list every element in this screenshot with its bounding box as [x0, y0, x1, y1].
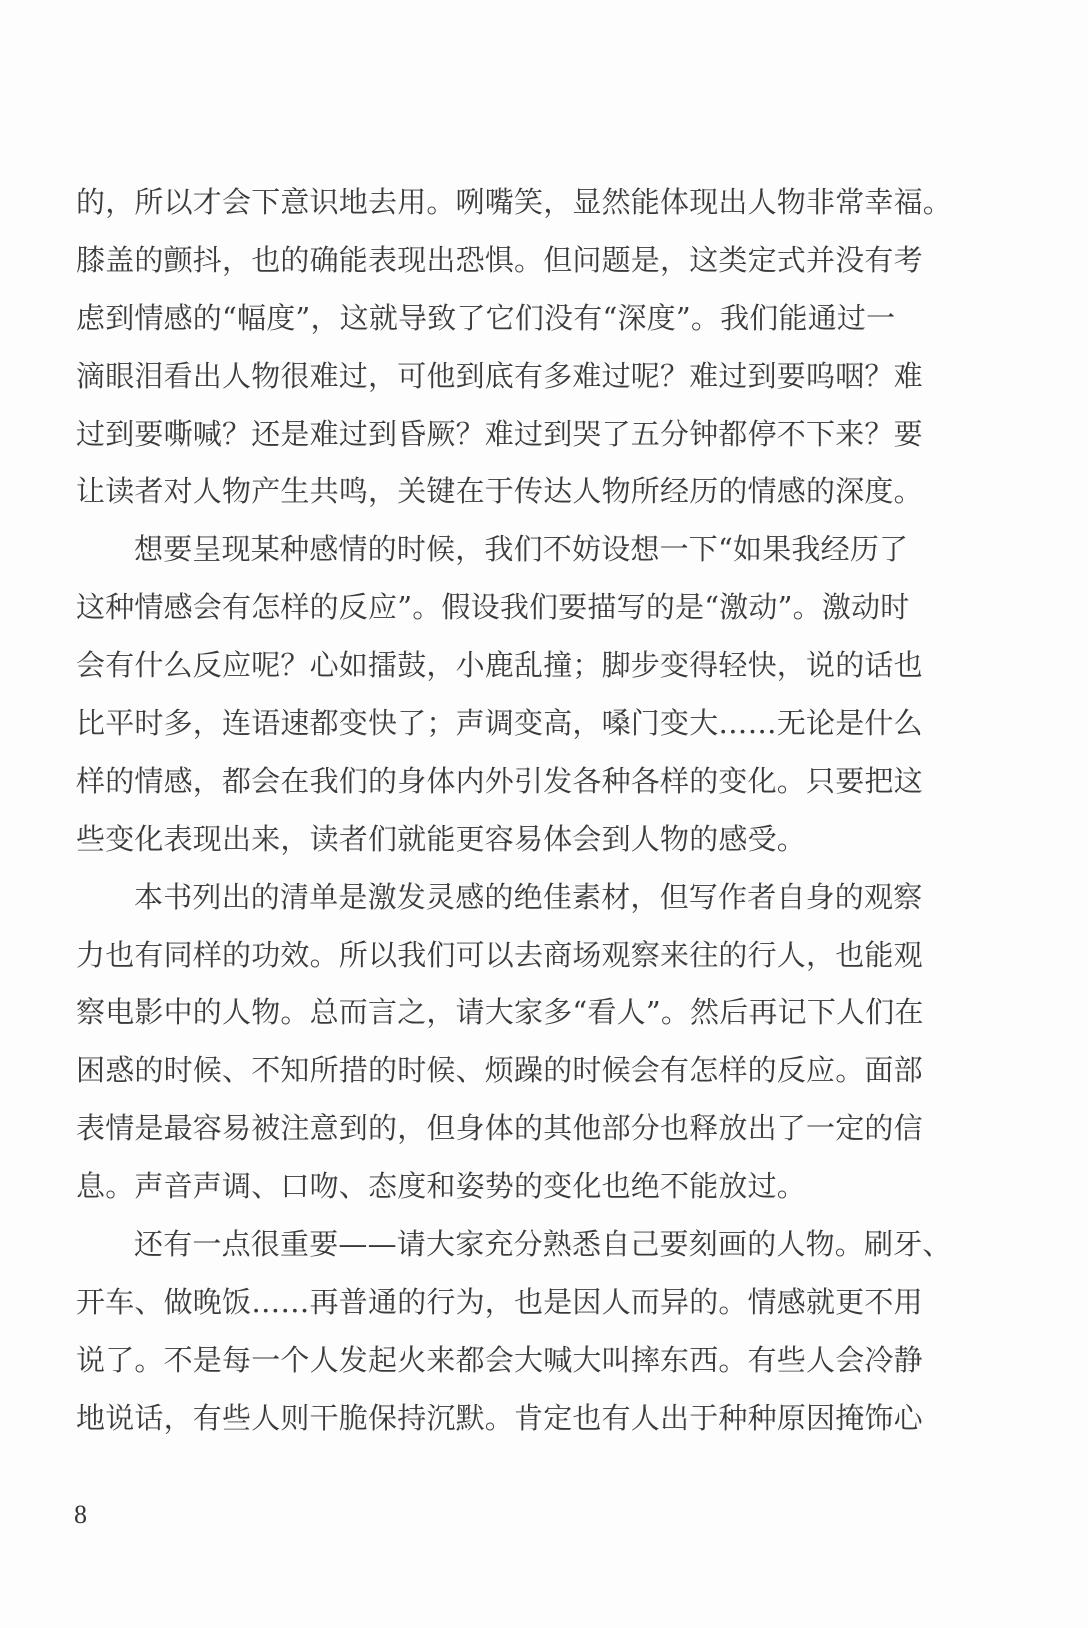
text-line: 些变化表现出来，读者们就能更容易体会到人物的感受。: [76, 821, 807, 856]
text-line: 地说话，有些人则干脆保持沉默。肯定也有人出于种种原因掩饰心: [76, 1400, 923, 1435]
text-line: 说了。不是每一个人发起火来都会大喊大叫摔东西。有些人会冷静: [76, 1342, 923, 1377]
paragraph-3: [76, 869, 924, 1216]
text-line: 比平时多，连语速都变快了；声调变高，嗓门变大……无论是什么: [76, 706, 923, 741]
text-line: 表情是最容易被注意到的，但身体的其他部分也释放出了一定的信: [76, 1111, 923, 1146]
paragraph-2: [76, 521, 923, 868]
text-line: 力也有同样的功效。所以我们可以去商场观察来往的行人，也能观: [76, 937, 923, 972]
text-line: 让读者对人物产生共鸣，关键在于传达人物所经历的情感的深度。: [76, 474, 923, 509]
page-number: 8: [74, 1500, 87, 1529]
text-line: 察电影中的人物。总而言之，请大家多“看人”。然后再记下人们在: [76, 995, 924, 1030]
text-line: 本书列出的清单是激发灵感的绝佳素材，但写作者自身的观察: [134, 879, 923, 914]
text-line: 膝盖的颤抖，也的确能表现出恐惧。但问题是，这类定式并没有考: [76, 242, 923, 277]
text-line: 虑到情感的“幅度”，这就导致了它们没有“深度”。我们能通过一: [76, 300, 896, 335]
body-text: [76, 174, 953, 1448]
text-line: 开车、做晚饭……再普通的行为，也是因人而异的。情感就更不用: [76, 1284, 923, 1319]
paragraph-1: [76, 174, 953, 521]
text-line: 这种情感会有怎样的反应”。假设我们要描写的是“激动”。激动时: [76, 590, 910, 625]
text-line: 滴眼泪看出人物很难过，可他到底有多难过呢？难过到要呜咽？难: [76, 358, 923, 393]
text-line: 想要呈现某种感情的时候，我们不妨设想一下“如果我经历了: [134, 532, 909, 567]
paragraph-4: [76, 1216, 952, 1448]
text-line: 会有什么反应呢？心如擂鼓，小鹿乱撞；脚步变得轻快，说的话也: [76, 648, 923, 683]
text-line: 的，所以才会下意识地去用。咧嘴笑，显然能体现出人物非常幸福。: [76, 185, 953, 219]
text-line: 还有一点很重要——请大家充分熟悉自己要刻画的人物。刷牙、: [134, 1227, 952, 1262]
text-line: 样的情感，都会在我们的身体内外引发各种各样的变化。只要把这: [76, 763, 923, 798]
text-line: 困惑的时候、不知所措的时候、烦躁的时候会有怎样的反应。面部: [76, 1053, 923, 1088]
text-line: 息。声音声调、口吻、态度和姿势的变化也绝不能放过。: [76, 1169, 807, 1204]
text-line: 过到要嘶喊？还是难过到昏厥？难过到哭了五分钟都停不下来？要: [76, 416, 923, 451]
